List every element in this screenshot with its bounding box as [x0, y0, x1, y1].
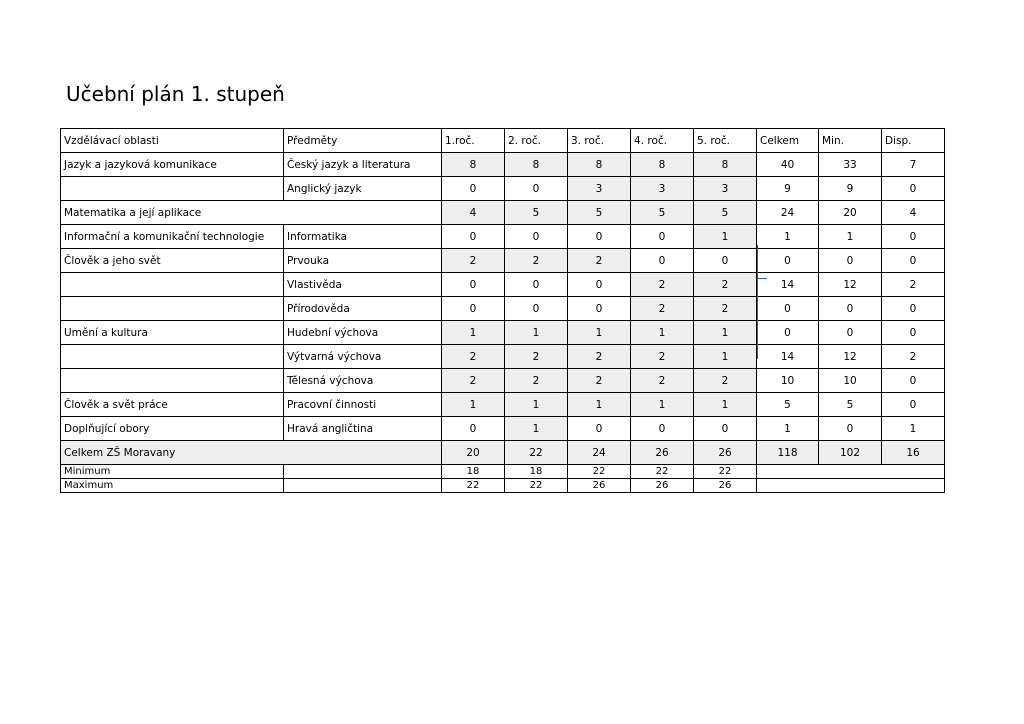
- value-cell: 2: [505, 249, 568, 273]
- table-row: [61, 417, 945, 441]
- value-cell: 0: [819, 417, 882, 441]
- value-cell: 5: [757, 393, 819, 417]
- area-cell: [61, 297, 284, 321]
- value-cell: 8: [694, 153, 757, 177]
- area-cell: Člověk a svět práce: [61, 393, 284, 417]
- empty-cell: [757, 465, 945, 479]
- header-cell: 1.roč.: [442, 129, 505, 153]
- value-cell: 33: [819, 153, 882, 177]
- value-cell: 2: [694, 369, 757, 393]
- value-cell: 16: [882, 441, 945, 465]
- value-cell: 1: [694, 225, 757, 249]
- value-cell: 0: [631, 417, 694, 441]
- value-cell: 3: [694, 177, 757, 201]
- value-cell: 2: [631, 369, 694, 393]
- value-cell: 2: [694, 297, 757, 321]
- value-cell: 0: [568, 225, 631, 249]
- area-cell: Umění a kultura: [61, 321, 284, 345]
- value-cell: 26: [631, 479, 694, 493]
- value-cell: 26: [631, 441, 694, 465]
- subject-cell: [284, 465, 442, 479]
- table-row: [61, 201, 945, 225]
- area-cell: Informační a komunikační technologie: [61, 225, 284, 249]
- value-cell: 26: [694, 441, 757, 465]
- value-cell: 0: [882, 177, 945, 201]
- value-cell: 0: [819, 321, 882, 345]
- value-cell: 0: [631, 225, 694, 249]
- table-row: [61, 393, 945, 417]
- value-cell: 22: [568, 465, 631, 479]
- header-cell: Vzdělávací oblasti: [61, 129, 284, 153]
- header-cell: Předměty: [284, 129, 442, 153]
- value-cell: 0: [568, 273, 631, 297]
- area-cell: Matematika a její aplikace: [61, 201, 442, 225]
- value-cell: 2: [631, 297, 694, 321]
- table-row-total: [61, 441, 945, 465]
- value-cell: 5: [568, 201, 631, 225]
- subject-cell: Pracovní činnosti: [284, 393, 442, 417]
- value-cell: 0: [442, 273, 505, 297]
- value-cell: 1: [694, 321, 757, 345]
- value-cell: 5: [819, 393, 882, 417]
- value-cell: 14: [757, 273, 819, 297]
- value-cell: 7: [882, 153, 945, 177]
- value-cell: 12: [819, 273, 882, 297]
- area-cell: Člověk a jeho svět: [61, 249, 284, 273]
- value-cell: 24: [568, 441, 631, 465]
- value-cell: 3: [568, 177, 631, 201]
- value-cell: 20: [442, 441, 505, 465]
- value-cell: 2: [442, 249, 505, 273]
- value-cell: 0: [882, 369, 945, 393]
- value-cell: 0: [882, 225, 945, 249]
- value-cell: 1: [631, 321, 694, 345]
- value-cell: 2: [505, 369, 568, 393]
- value-cell: 0: [442, 297, 505, 321]
- header-cell: 2. roč.: [505, 129, 568, 153]
- value-cell: 20: [819, 201, 882, 225]
- table-row: [61, 273, 945, 297]
- value-cell: 26: [694, 479, 757, 493]
- value-cell: 0: [757, 321, 819, 345]
- subject-cell: Výtvarná výchova: [284, 345, 442, 369]
- value-cell: 2: [505, 345, 568, 369]
- value-cell: 9: [757, 177, 819, 201]
- value-cell: 1: [442, 321, 505, 345]
- value-cell: 5: [694, 201, 757, 225]
- value-cell: 1: [757, 225, 819, 249]
- value-cell: 0: [757, 297, 819, 321]
- value-cell: 2: [631, 345, 694, 369]
- value-cell: 3: [631, 177, 694, 201]
- value-cell: 1: [694, 393, 757, 417]
- table-row: [61, 225, 945, 249]
- value-cell: 1: [819, 225, 882, 249]
- empty-cell: [757, 479, 945, 493]
- area-cell: [61, 177, 284, 201]
- value-cell: 0: [694, 417, 757, 441]
- value-cell: 1: [694, 345, 757, 369]
- value-cell: 0: [568, 417, 631, 441]
- value-cell: 0: [442, 417, 505, 441]
- subject-cell: [284, 479, 442, 493]
- area-cell: Maximum: [61, 479, 284, 493]
- value-cell: 18: [505, 465, 568, 479]
- table-header-row: [61, 129, 945, 153]
- value-cell: 4: [442, 201, 505, 225]
- value-cell: 2: [442, 345, 505, 369]
- value-cell: 0: [882, 393, 945, 417]
- area-cell: Minimum: [61, 465, 284, 479]
- value-cell: 0: [882, 297, 945, 321]
- value-cell: 1: [505, 393, 568, 417]
- value-cell: 2: [568, 369, 631, 393]
- value-cell: 4: [882, 201, 945, 225]
- table-row: [61, 345, 945, 369]
- brace-tick-mark: [757, 278, 767, 279]
- value-cell: 5: [505, 201, 568, 225]
- page-title: Učební plán 1. stupeň: [66, 82, 285, 106]
- value-cell: 1: [568, 393, 631, 417]
- value-cell: 2: [882, 273, 945, 297]
- value-cell: 10: [757, 369, 819, 393]
- header-cell: 5. roč.: [694, 129, 757, 153]
- value-cell: 118: [757, 441, 819, 465]
- value-cell: 0: [757, 249, 819, 273]
- value-cell: 40: [757, 153, 819, 177]
- subject-cell: Informatika: [284, 225, 442, 249]
- table-row: [61, 297, 945, 321]
- value-cell: 0: [819, 297, 882, 321]
- value-cell: 1: [568, 321, 631, 345]
- value-cell: 0: [505, 297, 568, 321]
- value-cell: 1: [505, 321, 568, 345]
- subject-cell: Hravá angličtina: [284, 417, 442, 441]
- value-cell: 22: [631, 465, 694, 479]
- value-cell: 8: [631, 153, 694, 177]
- value-cell: 0: [442, 225, 505, 249]
- area-cell: [61, 273, 284, 297]
- value-cell: 0: [505, 273, 568, 297]
- value-cell: 24: [757, 201, 819, 225]
- area-cell: Jazyk a jazyková komunikace: [61, 153, 284, 177]
- value-cell: 8: [505, 153, 568, 177]
- subject-cell: Tělesná výchova: [284, 369, 442, 393]
- value-cell: 22: [442, 479, 505, 493]
- value-cell: 5: [631, 201, 694, 225]
- area-cell: [61, 369, 284, 393]
- area-cell: Doplňující obory: [61, 417, 284, 441]
- value-cell: 1: [505, 417, 568, 441]
- value-cell: 8: [568, 153, 631, 177]
- value-cell: 0: [694, 249, 757, 273]
- area-cell: [61, 345, 284, 369]
- table-row: [61, 249, 945, 273]
- value-cell: 14: [757, 345, 819, 369]
- value-cell: 2: [694, 273, 757, 297]
- area-cell: Celkem ZŠ Moravany: [61, 441, 442, 465]
- value-cell: 0: [505, 177, 568, 201]
- value-cell: 9: [819, 177, 882, 201]
- header-cell: Disp.: [882, 129, 945, 153]
- subject-cell: Prvouka: [284, 249, 442, 273]
- value-cell: 10: [819, 369, 882, 393]
- subject-cell: Anglický jazyk: [284, 177, 442, 201]
- value-cell: 22: [505, 441, 568, 465]
- value-cell: 18: [442, 465, 505, 479]
- subject-cell: Český jazyk a literatura: [284, 153, 442, 177]
- value-cell: 0: [882, 321, 945, 345]
- header-cell: 4. roč.: [631, 129, 694, 153]
- subject-cell: Vlastivěda: [284, 273, 442, 297]
- value-cell: 1: [631, 393, 694, 417]
- value-cell: 1: [757, 417, 819, 441]
- value-cell: 1: [882, 417, 945, 441]
- header-cell: Celkem: [757, 129, 819, 153]
- value-cell: 12: [819, 345, 882, 369]
- subject-cell: Přírodověda: [284, 297, 442, 321]
- header-cell: Min.: [819, 129, 882, 153]
- value-cell: 2: [882, 345, 945, 369]
- table-row: [61, 153, 945, 177]
- value-cell: 2: [568, 345, 631, 369]
- value-cell: 26: [568, 479, 631, 493]
- value-cell: 22: [505, 479, 568, 493]
- value-cell: 0: [505, 225, 568, 249]
- table-row-maximum: [61, 479, 945, 493]
- value-cell: 0: [882, 249, 945, 273]
- subject-cell: Hudební výchova: [284, 321, 442, 345]
- value-cell: 0: [631, 249, 694, 273]
- value-cell: 2: [442, 369, 505, 393]
- value-cell: 0: [819, 249, 882, 273]
- table-row: [61, 321, 945, 345]
- value-cell: 0: [442, 177, 505, 201]
- table-row: [61, 177, 945, 201]
- header-cell: 3. roč.: [568, 129, 631, 153]
- value-cell: 1: [442, 393, 505, 417]
- value-cell: 102: [819, 441, 882, 465]
- curriculum-table: [60, 128, 945, 493]
- table-row-minimum: [61, 465, 945, 479]
- value-cell: 0: [568, 297, 631, 321]
- table-row: [61, 369, 945, 393]
- value-cell: 22: [694, 465, 757, 479]
- value-cell: 2: [568, 249, 631, 273]
- value-cell: 8: [442, 153, 505, 177]
- value-cell: 2: [631, 273, 694, 297]
